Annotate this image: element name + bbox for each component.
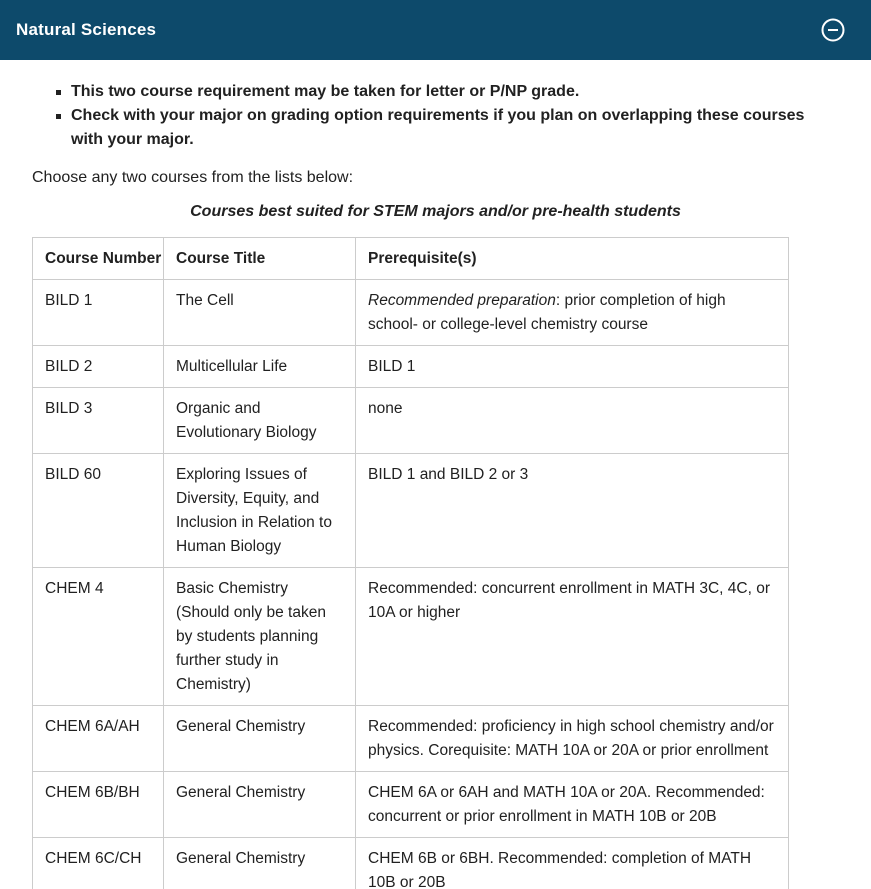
table-row bbox=[33, 706, 789, 772]
table-caption: Courses best suited for STEM majors and/or pre-health students bbox=[190, 203, 681, 220]
minus-circle-icon bbox=[820, 17, 846, 43]
course-table bbox=[32, 237, 789, 889]
prerequisites-cell bbox=[356, 568, 789, 706]
note-text: Check with your major on grading option requirements if you plan on overlapping these courses with your major. bbox=[71, 107, 805, 148]
section-title: Natural Sciences bbox=[16, 20, 157, 39]
course-title-cell: The Cell bbox=[164, 280, 356, 346]
course-title-cell: Exploring Issues of Diversity, Equity, and Inclusion in Relation to Human Biology bbox=[164, 454, 356, 568]
course-title-cell: Multicellular Life bbox=[164, 346, 356, 388]
list-item bbox=[32, 80, 839, 104]
note-text: This two course requirement may be taken for letter or P/NP grade. bbox=[71, 83, 580, 100]
table-header-row bbox=[33, 238, 789, 280]
table-row bbox=[33, 454, 789, 568]
course-number-cell: BILD 3 bbox=[33, 388, 164, 454]
prerequisites-cell bbox=[356, 280, 789, 346]
course-number-cell: CHEM 6A/AH bbox=[33, 706, 164, 772]
course-number-cell: BILD 1 bbox=[33, 280, 164, 346]
course-number-cell: CHEM 6B/BH bbox=[33, 772, 164, 838]
intro-text: Choose any two courses from the lists below: bbox=[32, 169, 354, 186]
course-title-cell: Basic Chemistry (Should only be taken by students planning further study in Chemistry) bbox=[164, 568, 356, 706]
course-title-cell: General Chemistry bbox=[164, 772, 356, 838]
list-item bbox=[32, 104, 839, 152]
column-header-prerequisites: Prerequisite(s) bbox=[356, 238, 789, 280]
table-row bbox=[33, 772, 789, 838]
grading-notes-list bbox=[32, 80, 839, 152]
course-title-cell: General Chemistry bbox=[164, 706, 356, 772]
prerequisites-cell bbox=[356, 706, 789, 772]
table-row bbox=[33, 388, 789, 454]
collapse-section-button[interactable] bbox=[820, 17, 846, 43]
prerequisite-text: BILD 1 and BILD 2 or 3 bbox=[368, 466, 529, 483]
section-header-bar[interactable] bbox=[0, 0, 871, 60]
course-title-cell: General Chemistry bbox=[164, 838, 356, 889]
table-row bbox=[33, 838, 789, 889]
prerequisite-text: Recommended: proficiency in high school chemistry and/or physics. Corequisite: MATH 10A or 20A or prior enrollment bbox=[368, 718, 774, 759]
prerequisites-cell bbox=[356, 388, 789, 454]
course-number-cell: CHEM 4 bbox=[33, 568, 164, 706]
table-row bbox=[33, 280, 789, 346]
section-content bbox=[0, 80, 871, 889]
prerequisite-text: BILD 1 bbox=[368, 358, 416, 375]
prerequisites-cell bbox=[356, 772, 789, 838]
prerequisites-cell bbox=[356, 346, 789, 388]
prerequisite-text: Recommended: concurrent enrollment in MATH 3C, 4C, or 10A or higher bbox=[368, 580, 771, 621]
prerequisite-text: none bbox=[368, 400, 403, 417]
prerequisite-text: Recommended preparation bbox=[368, 292, 556, 309]
table-row bbox=[33, 568, 789, 706]
course-number-cell: BILD 60 bbox=[33, 454, 164, 568]
prerequisite-text: CHEM 6B or 6BH. Recommended: completion of MATH 10B or 20B bbox=[368, 850, 752, 889]
column-header-course-title: Course Title bbox=[164, 238, 356, 280]
course-title-cell: Organic and Evolutionary Biology bbox=[164, 388, 356, 454]
column-header-course-number: Course Number bbox=[33, 238, 164, 280]
prerequisites-cell bbox=[356, 838, 789, 889]
prerequisites-cell bbox=[356, 454, 789, 568]
course-number-cell: CHEM 6C/CH bbox=[33, 838, 164, 889]
table-row bbox=[33, 346, 789, 388]
prerequisite-text: : prior completion of high school- or college-level chemistry course bbox=[368, 292, 726, 333]
prerequisite-text: CHEM 6A or 6AH and MATH 10A or 20A. Recommended: concurrent or prior enrollment in MATH 10B or 20B bbox=[368, 784, 765, 825]
course-number-cell: BILD 2 bbox=[33, 346, 164, 388]
course-table-body bbox=[33, 280, 789, 889]
